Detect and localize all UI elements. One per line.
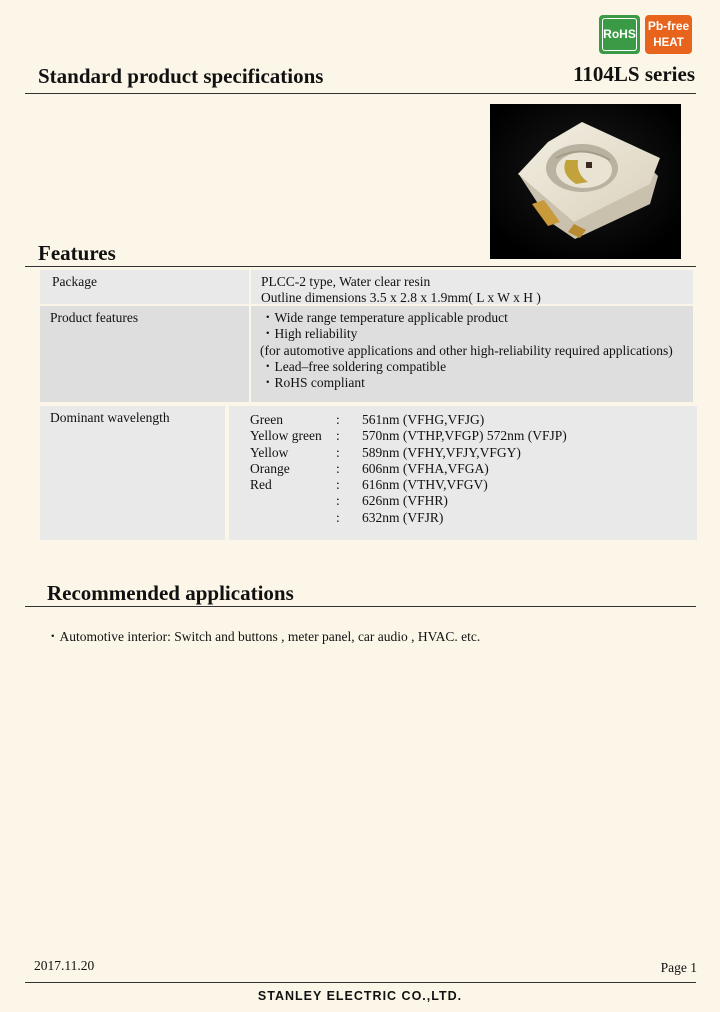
wavelength-value: 570nm (VTHP,VFGP) 572nm (VFJP) bbox=[362, 428, 567, 444]
led-product-photo bbox=[490, 104, 681, 259]
product-features-label-cell bbox=[40, 306, 249, 402]
footer-divider bbox=[25, 982, 696, 983]
wavelength-value-cell bbox=[229, 406, 697, 540]
rohs-badge-label: RoHS bbox=[602, 18, 637, 51]
wavelength-row bbox=[250, 412, 697, 428]
applications-text: ・Automotive interior: Switch and buttons , meter panel, car audio , HVAC. etc. bbox=[46, 629, 481, 644]
footer-date: 2017.11.20 bbox=[34, 958, 95, 973]
company-name: STANLEY ELECTRIC CO.,LTD. bbox=[257, 989, 463, 1003]
wavelength-color: Orange bbox=[250, 460, 290, 476]
wavelength-value: 606nm (VFHA,VFGA) bbox=[362, 460, 489, 476]
wavelength-row bbox=[250, 461, 697, 477]
wavelength-row bbox=[250, 477, 697, 493]
wavelength-row bbox=[250, 493, 697, 509]
wavelength-value: 616nm (VTHV,VFGV) bbox=[362, 477, 488, 493]
document-title: Standard product specifications bbox=[38, 64, 324, 88]
pb-free-heat-badge bbox=[645, 15, 692, 54]
package-value-cell bbox=[251, 270, 693, 304]
wavelength-colon: : bbox=[336, 460, 340, 476]
package-line: PLCC-2 type, Water clear resin bbox=[261, 274, 431, 289]
feature-item: ・Wide range temperature applicable product bbox=[261, 310, 508, 325]
rohs-badge bbox=[599, 15, 640, 54]
feature-item: ・Lead–free soldering compatible bbox=[261, 358, 447, 374]
wavelength-label-cell bbox=[40, 406, 225, 540]
applications-title: Recommended applications bbox=[47, 581, 294, 605]
wavelength-color: Red bbox=[250, 477, 272, 493]
package-line: Outline dimensions 3.5 x 2.8 x 1.9mm( L x W x H ) bbox=[261, 290, 541, 306]
wavelength-color: Yellow bbox=[250, 444, 289, 460]
wavelength-color bbox=[250, 510, 336, 526]
wavelength-row bbox=[250, 445, 697, 461]
product-features-label: Product features bbox=[50, 310, 139, 325]
wavelength-color: Green bbox=[250, 412, 283, 427]
wavelength-value: 561nm (VFHG,VFJG) bbox=[362, 412, 485, 427]
features-title: Features bbox=[38, 241, 116, 265]
applications-divider bbox=[25, 606, 696, 607]
wavelength-color bbox=[250, 493, 336, 509]
feature-item: ・RoHS compliant bbox=[261, 375, 365, 391]
wavelength-value: 589nm (VFHY,VFJY,VFGY) bbox=[362, 444, 521, 460]
package-label: Package bbox=[52, 274, 97, 289]
wavelength-colon: : bbox=[336, 444, 340, 460]
pb-free-label: Pb-free bbox=[647, 19, 690, 33]
wavelength-label: Dominant wavelength bbox=[50, 410, 170, 425]
wavelength-colon: : bbox=[336, 412, 340, 427]
wavelength-row bbox=[250, 510, 697, 526]
wavelength-colon: : bbox=[336, 493, 340, 509]
package-label-cell bbox=[40, 270, 249, 304]
features-divider bbox=[25, 266, 696, 267]
heat-label: HEAT bbox=[653, 37, 684, 49]
wavelength-value: 626nm (VFHR) bbox=[362, 493, 448, 509]
wavelength-color: Yellow green bbox=[250, 428, 322, 444]
wavelength-value: 632nm (VFJR) bbox=[362, 509, 444, 525]
wavelength-colon: : bbox=[336, 509, 340, 525]
product-features-value-cell bbox=[251, 306, 693, 402]
wavelength-colon: : bbox=[336, 428, 340, 444]
feature-item: (for automotive applications and other high-reliability required applications) bbox=[260, 342, 673, 358]
header-divider bbox=[25, 93, 696, 94]
series-title: 1104LS series bbox=[573, 62, 695, 86]
wavelength-colon: : bbox=[336, 477, 340, 493]
wavelength-row bbox=[250, 428, 697, 444]
feature-item: ・High reliability bbox=[261, 326, 358, 342]
footer-page-number: Page 1 bbox=[660, 960, 697, 975]
